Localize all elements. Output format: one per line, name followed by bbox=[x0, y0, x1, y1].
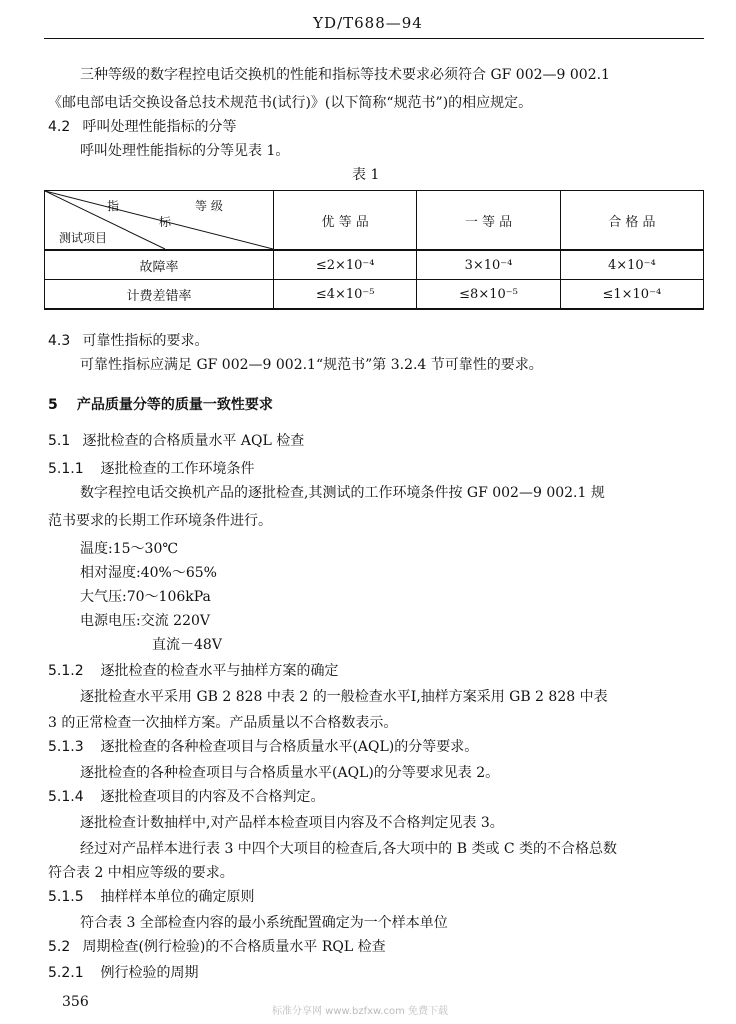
corner-grade-label: 等 级 bbox=[195, 199, 223, 213]
table-cell: 3×10⁻⁴ bbox=[417, 250, 560, 280]
heading-5-2 bbox=[48, 936, 386, 956]
intro-line-2: 《邮电部电话交换设备总技术规范书(试行)》(以下简称“规范书”)的相应规定。 bbox=[48, 95, 533, 111]
heading-5-1-4 bbox=[48, 786, 324, 806]
corner-cell bbox=[45, 191, 274, 251]
heading-number: 4.2 bbox=[48, 119, 71, 135]
heading-title: 周期检查(例行检验)的不合格质量水平 RQL 检查 bbox=[82, 939, 386, 955]
para-5-1-5: 符合表 3 全部检查内容的最小系统配置确定为一个样本单位 bbox=[80, 915, 448, 931]
para-5-1-1-line-2: 范书要求的长期工作环境条件进行。 bbox=[48, 513, 272, 529]
heading-title: 逐批检查的各种检查项目与合格质量水平(AQL)的分等要求。 bbox=[100, 739, 479, 755]
heading-5-1 bbox=[48, 430, 304, 450]
para-5-1-4-b-line-1: 经过对产品样本进行表 3 中四个大项目的检查后,各大项中的 B 类或 C 类的不合格总数 bbox=[80, 841, 618, 857]
heading-title: 例行检验的周期 bbox=[100, 965, 199, 981]
heading-number: 4.3 bbox=[48, 333, 71, 349]
condition-voltage-dc: 直流－48V bbox=[152, 637, 222, 653]
para-5-1-4-b-line-2: 符合表 2 中相应等级的要求。 bbox=[48, 865, 234, 881]
table-cell: ≤8×10⁻⁵ bbox=[417, 280, 560, 310]
para-5-1-2-line-1: 逐批检查水平采用 GB 2 828 中表 2 的一般检查水平Ⅰ,抽样方案采用 GB 2 828 中表 bbox=[80, 689, 608, 705]
table-cell: 4×10⁻⁴ bbox=[560, 250, 703, 280]
heading-4-3 bbox=[48, 330, 208, 350]
intro-line-1: 三种等级的数字程控电话交换机的性能和指标等技术要求必须符合 GF 002—9 002.1 bbox=[80, 67, 610, 83]
heading-5-1-2 bbox=[48, 660, 338, 680]
corner-index-label-a: 指 bbox=[107, 199, 120, 213]
row-label: 故障率 bbox=[45, 250, 274, 280]
table-header-row bbox=[45, 191, 704, 251]
corner-item-label: 测试项目 bbox=[59, 231, 108, 245]
para-5-1-1-line-1: 数字程控电话交换机产品的逐批检查,其测试的工作环境条件按 GF 002—9 002.1 规 bbox=[80, 485, 605, 501]
heading-number: 5.1.3 bbox=[48, 739, 84, 755]
heading-4-2 bbox=[48, 116, 236, 136]
para-4-3: 可靠性指标应满足 GF 002—9 002.1“规范书”第 3.2.4 节可靠性的要求。 bbox=[80, 357, 543, 373]
running-header: YD/T688—94 bbox=[313, 14, 423, 32]
table-row bbox=[45, 250, 704, 280]
column-header: 合 格 品 bbox=[560, 191, 703, 251]
column-header: 一 等 品 bbox=[417, 191, 560, 251]
condition-humidity: 相对湿度:40%～65% bbox=[80, 565, 217, 581]
heading-title: 呼叫处理性能指标的分等 bbox=[82, 119, 237, 135]
grading-table bbox=[44, 190, 704, 310]
heading-number: 5.2.1 bbox=[48, 965, 84, 981]
para-5-1-4-a: 逐批检查计数抽样中,对产品样本检查项目内容及不合格判定见表 3。 bbox=[80, 815, 504, 831]
para-5-1-3: 逐批检查的各种检查项目与合格质量水平(AQL)的分等要求见表 2。 bbox=[80, 765, 500, 781]
heading-title: 逐批检查项目的内容及不合格判定。 bbox=[100, 789, 325, 805]
table-row bbox=[45, 280, 704, 310]
column-header: 优 等 品 bbox=[274, 191, 417, 251]
heading-title: 产品质量分等的质量一致性要求 bbox=[76, 397, 273, 413]
watermark: 标准分享网 www.bzfxw.com 免费下载 bbox=[272, 1006, 448, 1017]
heading-5-1-1 bbox=[48, 458, 254, 478]
heading-number: 5.1 bbox=[48, 433, 71, 449]
condition-pressure: 大气压:70～106kPa bbox=[80, 589, 211, 605]
table-cell: ≤1×10⁻⁴ bbox=[560, 280, 703, 310]
table-cell: ≤4×10⁻⁵ bbox=[274, 280, 417, 310]
table-caption: 表 1 bbox=[352, 167, 380, 183]
heading-title: 可靠性指标的要求。 bbox=[82, 333, 209, 349]
heading-title: 逐批检查的检查水平与抽样方案的确定 bbox=[100, 663, 339, 679]
para-4-2: 呼叫处理性能指标的分等见表 1。 bbox=[80, 143, 290, 159]
condition-voltage-ac: 电源电压:交流 220V bbox=[80, 613, 210, 629]
heading-5-1-5 bbox=[48, 886, 254, 906]
table-cell: ≤2×10⁻⁴ bbox=[274, 250, 417, 280]
page-number: 356 bbox=[62, 994, 89, 1010]
heading-number: 5.1.5 bbox=[48, 889, 84, 905]
heading-number: 5.1.2 bbox=[48, 663, 84, 679]
heading-number: 5.1.1 bbox=[48, 461, 84, 477]
heading-number: 5.1.4 bbox=[48, 789, 84, 805]
heading-title: 逐批检查的合格质量水平 AQL 检查 bbox=[82, 433, 305, 449]
condition-temperature: 温度:15～30℃ bbox=[80, 541, 179, 557]
row-label: 计费差错率 bbox=[45, 280, 274, 310]
heading-title: 逐批检查的工作环境条件 bbox=[100, 461, 255, 477]
heading-number: 5.2 bbox=[48, 939, 71, 955]
heading-title: 抽样样本单位的确定原则 bbox=[100, 889, 255, 905]
heading-5-1-3 bbox=[48, 736, 478, 756]
header-rule bbox=[44, 38, 704, 39]
heading-5-2-1 bbox=[48, 962, 198, 982]
corner-index-label-b: 标 bbox=[159, 215, 172, 229]
heading-number: 5 bbox=[48, 397, 58, 413]
heading-5 bbox=[48, 394, 273, 414]
para-5-1-2-line-2: 3 的正常检查一次抽样方案。产品质量以不合格数表示。 bbox=[48, 715, 398, 731]
